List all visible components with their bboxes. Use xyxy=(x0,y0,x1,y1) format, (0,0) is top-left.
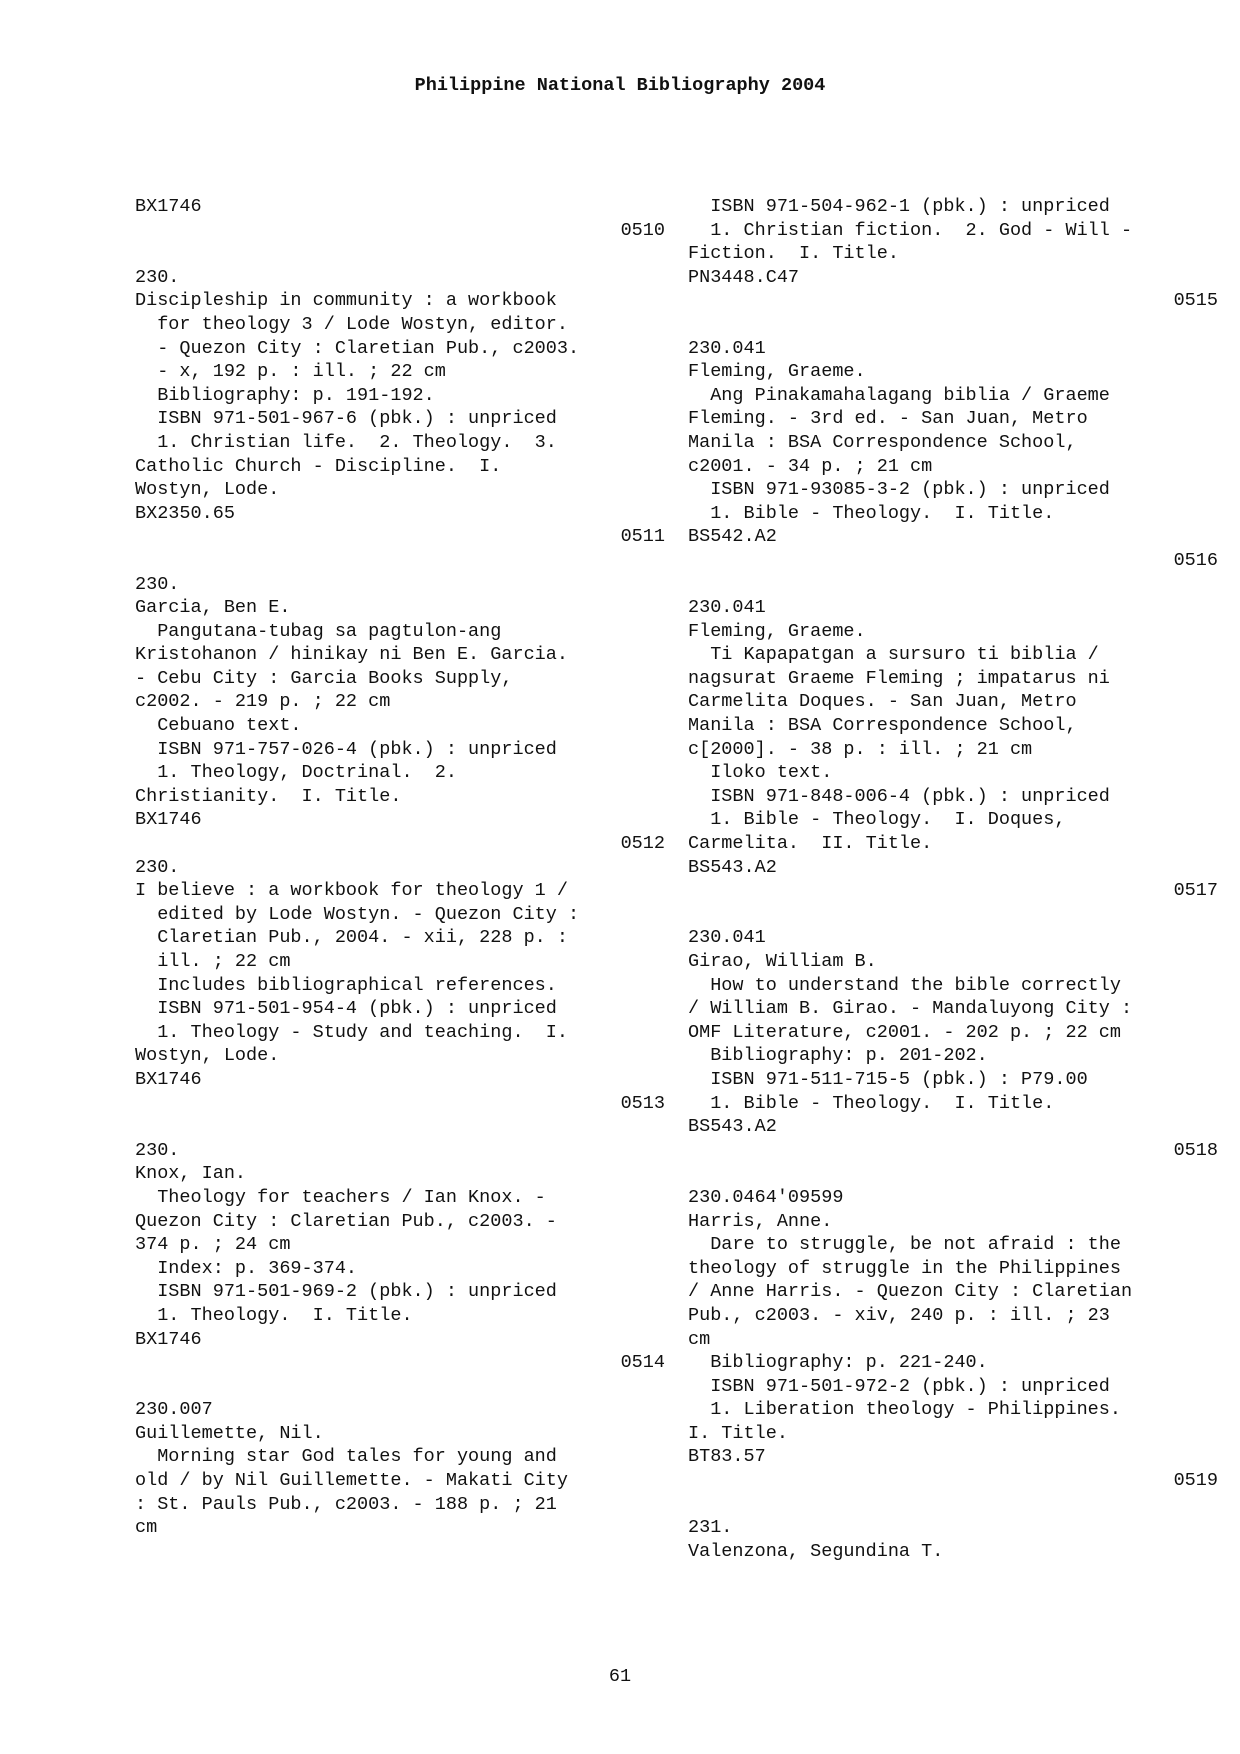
text-line: 1. Theology - Study and teaching. I. xyxy=(135,1021,568,1043)
text-line: BT83.57 xyxy=(688,1446,766,1468)
text-line: ISBN 971-511-715-5 (pbk.) : P79.00 xyxy=(688,1068,1088,1090)
text-line xyxy=(688,1493,1218,1517)
entry-number: 0510 xyxy=(620,219,665,241)
text-line: theology of struggle in the Philippines xyxy=(688,1257,1121,1279)
text-line: Kristohanon / hinikay ni Ben E. Garcia. xyxy=(135,644,568,666)
text-line: ISBN 971-504-962-1 (pbk.) : unpriced xyxy=(688,196,1110,217)
text-line: 230. xyxy=(135,856,180,878)
text-line: 1. Theology, Doctrinal. 2. xyxy=(135,762,457,784)
entry-number: 0513 xyxy=(620,1092,665,1114)
bibliography-column-left xyxy=(135,195,665,1540)
text-line: 230.0464'09599 xyxy=(688,1186,844,1208)
text-line: Fleming. - 3rd ed. - San Juan, Metro xyxy=(688,408,1088,430)
text-line: 230. xyxy=(135,573,180,595)
text-line: - x, 192 p. : ill. ; 22 cm xyxy=(135,361,446,383)
text-line: 231. xyxy=(688,1517,733,1539)
text-line: Iloko text. xyxy=(688,762,833,784)
text-line: Theology for teachers / Ian Knox. - xyxy=(135,1186,546,1208)
text-line: 230.041 xyxy=(688,927,766,949)
text-line xyxy=(688,573,1218,597)
text-line: 230. xyxy=(135,1139,180,1161)
text-line: old / by Nil Guillemette. - Makati City xyxy=(135,1470,568,1492)
page-title: Philippine National Bibliography 2004 xyxy=(414,75,826,96)
text-line: Pangutana-tubag sa pagtulon-ang xyxy=(135,620,502,642)
text-line: ill. ; 22 cm xyxy=(135,951,291,972)
text-line: BS543.A2 xyxy=(688,1116,777,1138)
text-line: BX2350.65 xyxy=(135,502,235,524)
text-line: Fleming, Graeme. xyxy=(688,620,866,642)
text-line: Manila : BSA Correspondence School, xyxy=(688,431,1077,453)
text-line xyxy=(135,242,665,266)
text-line: - Cebu City : Garcia Books Supply, xyxy=(135,667,513,689)
text-line: Wostyn, Lode. xyxy=(135,1045,280,1067)
text-line: PN3448.C47 xyxy=(688,266,800,288)
text-line: Bibliography: p. 191-192. xyxy=(135,384,435,406)
text-line: 230.041 xyxy=(688,597,766,619)
text-line: ISBN 971-501-954-4 (pbk.) : unpriced xyxy=(135,998,557,1020)
text-line: Includes bibliographical references. xyxy=(135,974,557,996)
text-line: Carmelita Doques. - San Juan, Metro xyxy=(688,691,1077,713)
text-line: / Anne Harris. - Quezon City : Claretian xyxy=(688,1281,1133,1303)
text-line: Knox, Ian. xyxy=(135,1163,247,1185)
text-line xyxy=(135,1115,665,1139)
text-line: Ti Kapapatgan a sursuro ti biblia / xyxy=(688,644,1099,666)
text-line: How to understand the bible correctly xyxy=(688,974,1121,996)
text-line: c2001. - 34 p. ; 21 cm xyxy=(688,455,933,477)
text-line: ISBN 971-757-026-4 (pbk.) : unpriced xyxy=(135,738,557,760)
text-line: 1. Bible - Theology. I. Title. xyxy=(688,502,1055,524)
text-line: for theology 3 / Lode Wostyn, editor. xyxy=(135,313,568,335)
entry-number: 0517 xyxy=(1173,880,1218,902)
text-line: 230.007 xyxy=(135,1399,213,1421)
text-line: Morning star God tales for young and xyxy=(135,1446,557,1468)
text-line: Cebuano text. xyxy=(135,715,302,737)
text-line: Christianity. I. Title. xyxy=(135,785,402,807)
text-line: Dare to struggle, be not afraid : the xyxy=(688,1234,1121,1256)
text-line: BS542.A2 xyxy=(688,526,777,548)
text-line: / William B. Girao. - Mandaluyong City : xyxy=(688,998,1133,1020)
text-line: Harris, Anne. xyxy=(688,1210,833,1232)
text-line: edited by Lode Wostyn. - Quezon City : xyxy=(135,903,580,925)
text-line: Index: p. 369-374. xyxy=(135,1257,358,1279)
text-line: 1. Theology. I. Title. xyxy=(135,1304,413,1326)
text-line: 1. Christian life. 2. Theology. 3. xyxy=(135,431,557,453)
text-line: 1. Bible - Theology. I. Doques, xyxy=(688,809,1066,831)
text-line xyxy=(688,1162,1218,1186)
text-line: Fleming, Graeme. xyxy=(688,361,866,383)
text-line: 1. Bible - Theology. I. Title. xyxy=(688,1092,1055,1114)
text-line: nagsurat Graeme Fleming ; impatarus ni xyxy=(688,667,1110,689)
text-line: ISBN 971-501-967-6 (pbk.) : unpriced xyxy=(135,408,557,430)
entry-number: 0512 xyxy=(620,833,665,855)
text-line: Wostyn, Lode. xyxy=(135,479,280,501)
text-line: Catholic Church - Discipline. I. xyxy=(135,455,502,477)
text-line xyxy=(688,903,1218,927)
text-line: 230. xyxy=(135,266,180,288)
text-line xyxy=(688,313,1218,337)
text-line: - Quezon City : Claretian Pub., c2003. xyxy=(135,337,580,359)
entry-number: 0511 xyxy=(620,526,665,548)
text-line: cm xyxy=(135,1517,158,1539)
text-line: 230.041 xyxy=(688,337,766,359)
text-line: ISBN 971-501-972-2 (pbk.) : unpriced xyxy=(688,1375,1110,1397)
text-line: BX1746 xyxy=(135,1328,202,1350)
text-line: Valenzona, Segundina T. xyxy=(688,1540,944,1562)
text-line: Girao, William B. xyxy=(688,951,877,972)
text-line: Carmelita. II. Title. xyxy=(688,833,933,855)
text-line: 374 p. ; 24 cm xyxy=(135,1234,291,1256)
text-line: Pub., c2003. - xiv, 240 p. : ill. ; 23 xyxy=(688,1304,1110,1326)
text-line: Bibliography: p. 201-202. xyxy=(688,1045,988,1067)
text-line: Ang Pinakamahalagang biblia / Graeme xyxy=(688,384,1110,406)
text-line: cm xyxy=(688,1328,711,1350)
text-line: c[2000]. - 38 p. : ill. ; 21 cm xyxy=(688,738,1033,760)
text-line: Bibliography: p. 221-240. xyxy=(688,1352,988,1374)
page-number: 61 xyxy=(608,1666,632,1687)
text-line: ISBN 971-93085-3-2 (pbk.) : unpriced xyxy=(688,479,1110,501)
text-line: OMF Literature, c2001. - 202 p. ; 22 cm xyxy=(688,1021,1121,1043)
text-line: Discipleship in community : a workbook xyxy=(135,290,557,312)
text-line xyxy=(135,1375,665,1399)
text-line: BX1746 xyxy=(135,196,202,217)
text-line: Claretian Pub., 2004. - xii, 228 p. : xyxy=(135,927,568,949)
text-line: BS543.A2 xyxy=(688,856,777,878)
text-line: Manila : BSA Correspondence School, xyxy=(688,715,1077,737)
text-line: BX1746 xyxy=(135,809,202,831)
text-line: ISBN 971-501-969-2 (pbk.) : unpriced xyxy=(135,1281,557,1303)
text-line: Fiction. I. Title. xyxy=(688,243,899,265)
text-line: c2002. - 219 p. ; 22 cm xyxy=(135,691,391,713)
text-line: : St. Pauls Pub., c2003. - 188 p. ; 21 xyxy=(135,1493,557,1515)
entry-number: 0519 xyxy=(1173,1470,1218,1492)
text-line xyxy=(135,549,665,573)
text-line: Quezon City : Claretian Pub., c2003. - xyxy=(135,1210,557,1232)
text-line: 1. Liberation theology - Philippines. xyxy=(688,1399,1121,1421)
text-line: I. Title. xyxy=(688,1422,788,1444)
text-line: Guillemette, Nil. xyxy=(135,1422,324,1444)
entry-number: 0514 xyxy=(620,1352,665,1374)
text-line: ISBN 971-848-006-4 (pbk.) : unpriced xyxy=(688,785,1110,807)
text-line: BX1746 xyxy=(135,1068,202,1090)
bibliography-column-right xyxy=(688,195,1218,1563)
entry-number: 0518 xyxy=(1173,1139,1218,1161)
text-line: Garcia, Ben E. xyxy=(135,597,291,619)
text-line: I believe : a workbook for theology 1 / xyxy=(135,880,568,902)
entry-number: 0516 xyxy=(1173,549,1218,571)
text-line: 1. Christian fiction. 2. God - Will - xyxy=(688,219,1133,241)
entry-number: 0515 xyxy=(1173,290,1218,312)
